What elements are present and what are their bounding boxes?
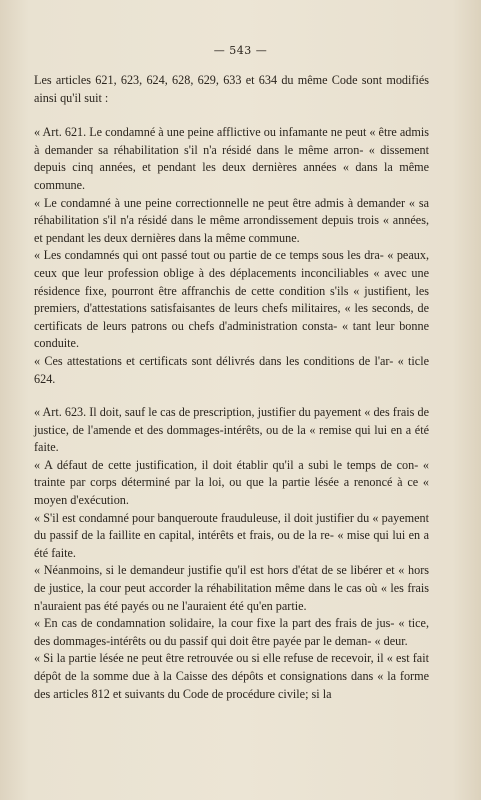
article-623-paragraph-1: « Art. 623. Il doit, sauf le cas de prescription, justifier du payement « des frais de justice, de l'amende et des dommages-intérêts, ou de la « remise qui lui en a été faite. [34, 405, 429, 455]
article-623-paragraph-4: « Néanmoins, si le demandeur justifie qu'il est hors d'état de se libérer et « hors de justice, la cour peut accorder la réhabilitation même dans le cas où « les frais n'auraient pas été payés ou ne l'auraient été qu'en partie. [34, 563, 429, 613]
article-623-paragraph-5: « En cas de condamnation solidaire, la cour fixe la part des frais de jus- « tice, des dommages-intérêts ou du passif qui doit être payée par le deman- « deur. [34, 616, 429, 648]
article-621-paragraph-3: « Les condamnés qui ont passé tout ou partie de ce temps sous les dra- « peaux, ceux que leur profession oblige à des déplacements inconciliables « avec une résidence fixe, pourront être affranchis de cette condition s'ils « justifient, les premiers, d'attestations satisfaisantes de leurs chefs militaires, « les seconds, de certificats de leurs patrons ou chefs d'administration consta- « tant leur bonne conduite. [34, 248, 429, 351]
article-623-paragraph-3: « S'il est condamné pour banqueroute frauduleuse, il doit justifier du « payement du passif de la faillite en capital, intérêts et frais, ou de la re- « mise qui lui en a été faite. [34, 510, 429, 560]
article-621-paragraph-1: « Art. 621. Le condamné à une peine afflictive ou infamante ne peut « être admis à demander sa réhabilitation s'il n'a résidé dans le même arron- « dissement depuis cinq années, et pendant les deux dernières années « dans la même commune. [34, 125, 429, 192]
intro-paragraph: Les articles 621, 623, 624, 628, 629, 633 et 634 du même Code sont modifiés ainsi qu'il suit : [34, 73, 429, 105]
section-gap [34, 388, 429, 404]
article-623 [34, 404, 429, 703]
page-number: — 543 — [213, 44, 268, 57]
body-text [34, 72, 429, 703]
article-623-paragraph-6: « Si la partie lésée ne peut être retrouvée ou si elle refuse de recevoir, il « est fait dépôt de la somme due à la Caisse des dépôts et consignations dans « la forme des articles 812 et suivants du Code de procédure civile; si la [34, 651, 429, 701]
article-623-paragraph-2: « A défaut de cette justification, il doit établir qu'il a subi le temps de con- « trainte par corps déterminé par la loi, ou que la partie lésée a renoncé à ce « moyen d'exécution. [34, 457, 429, 508]
article-621-paragraph-4: « Ces attestations et certificats sont délivrés dans les conditions de l'ar- « ticle 624. [34, 353, 429, 386]
article-621-paragraph-2: « Le condamné à une peine correctionnelle ne peut être admis à demander « sa réhabilitation s'il n'a résidé dans le même arrondissement depuis trois « années, et pendant les deux dernières dans la même commune. [34, 195, 429, 245]
article-621 [34, 124, 429, 388]
